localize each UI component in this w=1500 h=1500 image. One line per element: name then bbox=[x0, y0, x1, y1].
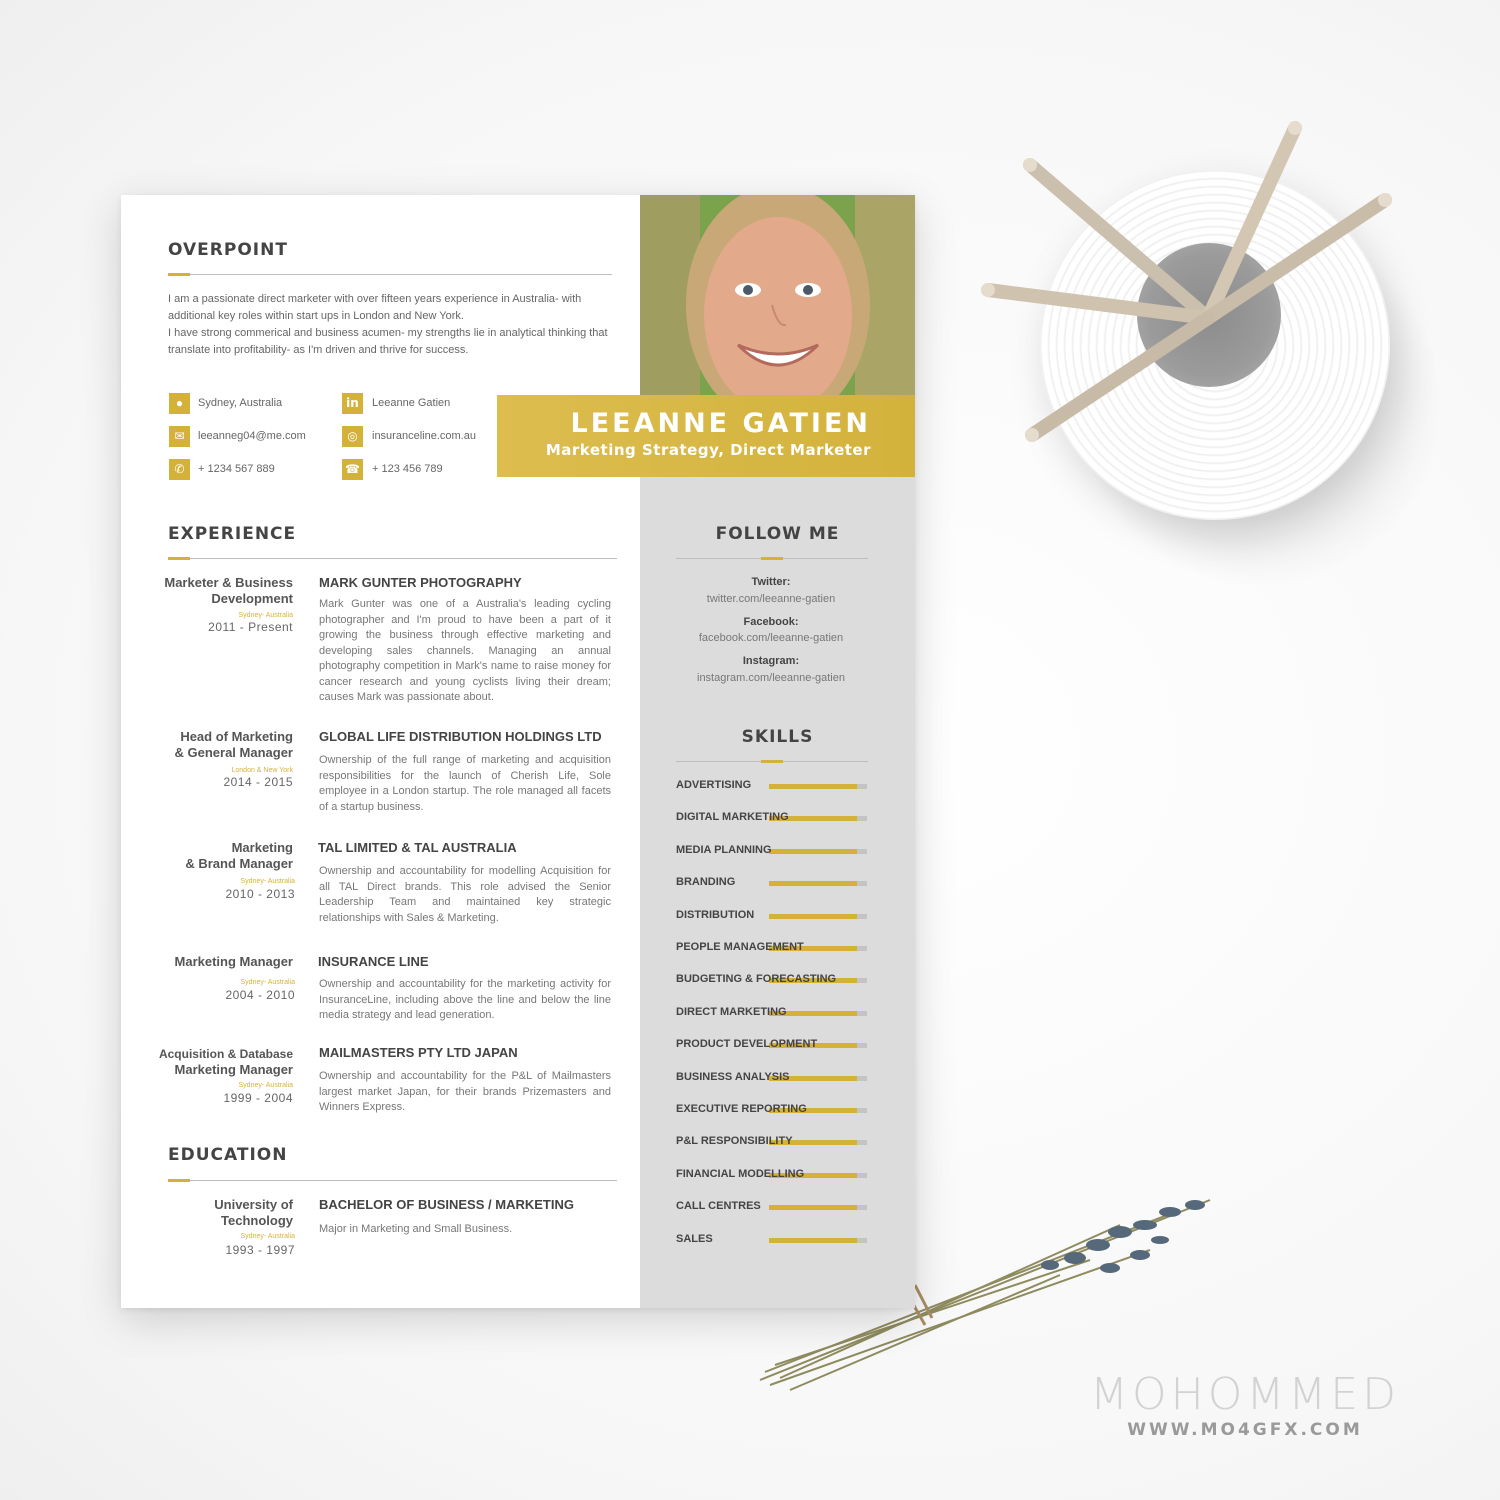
skill-bar-fill bbox=[769, 881, 857, 886]
linkedin-icon: in bbox=[342, 393, 363, 414]
instagram-label: Instagram: bbox=[742, 655, 800, 667]
experience-location: Sydney- Australia bbox=[238, 1082, 293, 1089]
role-line: Marketer & Business bbox=[164, 575, 293, 590]
institution-line: University of bbox=[214, 1197, 293, 1212]
education-description: Major in Marketing and Small Business. bbox=[319, 1223, 513, 1235]
skill-name: FINANCIAL MODELLING bbox=[676, 1167, 805, 1180]
institution-line: Technology bbox=[221, 1213, 293, 1228]
skill-bar bbox=[769, 784, 867, 789]
overpoint-paragraph-1: I am a passionate direct marketer with over fifteen years experience in Australia- with additional key roles within start ups in London and New York. bbox=[168, 293, 582, 322]
profile-photo bbox=[640, 195, 915, 395]
watermark bbox=[1090, 1369, 1400, 1440]
contact-location: Sydney, Australia bbox=[198, 397, 283, 409]
telephone-icon: ☎ bbox=[342, 459, 363, 480]
role-line: & Brand Manager bbox=[185, 856, 293, 871]
contact-email[interactable]: leeanneg04@me.com bbox=[198, 430, 306, 442]
resume-page bbox=[121, 195, 915, 1308]
experience-description: Ownership and accountability for the P&L of Mailmasters largest market Japan, for their brands Prizemasters and Winners Express. bbox=[319, 1070, 611, 1113]
skill-bar bbox=[769, 1238, 867, 1243]
facebook-link[interactable]: facebook.com/leeanne-gatien bbox=[698, 632, 844, 644]
experience-location: London & New York bbox=[231, 767, 293, 774]
envelope-icon: ✉ bbox=[169, 426, 190, 447]
role-line: & General Manager bbox=[174, 745, 293, 760]
overpoint-rule bbox=[168, 274, 612, 275]
watermark-logo: MOHOMMED bbox=[1090, 1369, 1400, 1420]
skill-name: DISTRIBUTION bbox=[676, 908, 755, 921]
candidate-name: LEEANNE GATIEN bbox=[570, 408, 871, 439]
skill-name: PRODUCT DEVELOPMENT bbox=[676, 1038, 818, 1051]
skill-bar bbox=[769, 881, 867, 886]
experience-location: Sydney- Australia bbox=[240, 878, 295, 885]
name-banner bbox=[497, 395, 915, 477]
skills-heading: SKILLS bbox=[741, 727, 814, 747]
experience-company: MARK GUNTER PHOTOGRAPHY bbox=[319, 575, 522, 590]
role-line: Marketing Manager bbox=[174, 1062, 293, 1077]
watermark-url: WWW.MO4GFX.COM bbox=[1127, 1420, 1363, 1440]
skill-bar-fill bbox=[769, 784, 857, 789]
skill-name: SALES bbox=[676, 1232, 713, 1245]
experience-company: INSURANCE LINE bbox=[318, 954, 429, 969]
overpoint-accent bbox=[168, 273, 190, 276]
experience-description: Mark Gunter was one of a Australia's leading cycling photographer and I'm proud to have been a part of it growing the business through effective marketing and developing sales channels. Managing an annual photography competition in Mark's name to raise money for cancer research and young cyclists living their dream; causes Mark was passionate about. bbox=[319, 598, 611, 703]
skill-name: PEOPLE MANAGEMENT bbox=[676, 941, 804, 953]
role-line: Acquisition & Database bbox=[158, 1047, 293, 1061]
education-degree: BACHELOR OF BUSINESS / MARKETING bbox=[319, 1197, 574, 1212]
education-dates: 1993 - 1997 bbox=[225, 1243, 295, 1257]
experience-dates: 2014 - 2015 bbox=[223, 775, 293, 789]
skill-name: P&L RESPONSIBILITY bbox=[676, 1135, 793, 1148]
globe-icon: ◎ bbox=[342, 426, 363, 447]
overpoint-paragraph-2: I have strong commerical and business acumen- my strengths lie in analytical thinking that translate into profitability- as I'm driven and thrive for success. bbox=[168, 327, 608, 356]
instagram-link[interactable]: instagram.com/leeanne-gatien bbox=[697, 672, 845, 684]
education-rule bbox=[168, 1180, 617, 1181]
role-line: Marketing bbox=[231, 840, 293, 855]
education-institution bbox=[143, 1197, 293, 1229]
experience-role bbox=[143, 840, 293, 872]
skill-name: DIRECT MARKETING bbox=[676, 1005, 787, 1018]
experience-description: Ownership and accountability for the marketing activity for InsuranceLine, including above the line and below the line media strategy and lead generation. bbox=[319, 978, 611, 1021]
overpoint-heading: OVERPOINT bbox=[168, 240, 288, 260]
follow-accent bbox=[761, 557, 783, 560]
role-line: Marketing Manager bbox=[174, 954, 293, 969]
twitter-link[interactable]: twitter.com/leeanne-gatien bbox=[706, 593, 836, 605]
skill-bar-fill bbox=[769, 1205, 857, 1210]
experience-location: Sydney- Australia bbox=[238, 612, 293, 619]
experience-rule bbox=[168, 558, 617, 559]
education-heading: EDUCATION bbox=[168, 1145, 288, 1165]
contact-website[interactable]: insuranceline.com.au bbox=[372, 430, 476, 442]
skill-name: BUSINESS ANALYSIS bbox=[676, 1070, 790, 1083]
experience-accent bbox=[168, 557, 190, 560]
skill-name: CALL CENTRES bbox=[676, 1200, 761, 1213]
education-accent bbox=[168, 1179, 190, 1182]
follow-heading: FOLLOW ME bbox=[715, 524, 840, 544]
skill-bar-fill bbox=[769, 914, 857, 919]
experience-description: Ownership and accountability for modelling Acquisition for all TAL Direct brands. This role advised the Senior Leadership Team and maintained key strategic relationships with Sales & Marketing. bbox=[319, 865, 611, 924]
education-location: Sydney- Australia bbox=[240, 1233, 295, 1240]
experience-heading: EXPERIENCE bbox=[168, 524, 297, 544]
skill-name: DIGITAL MARKETING bbox=[676, 811, 789, 824]
experience-description: Ownership of the full range of marketing and acquisition responsibilities for the launch of Cherish Life, Sole employee in a London startup. The role managed all facets of a startup business. bbox=[319, 754, 611, 813]
experience-company: MAILMASTERS PTY LTD JAPAN bbox=[319, 1045, 518, 1060]
skill-bar bbox=[769, 1205, 867, 1210]
skill-name: MEDIA PLANNING bbox=[676, 843, 772, 856]
contact-linkedin[interactable]: Leeanne Gatien bbox=[372, 397, 451, 409]
experience-role bbox=[143, 575, 293, 607]
experience-role bbox=[143, 729, 293, 761]
role-line: Development bbox=[211, 591, 293, 606]
experience-dates: 1999 - 2004 bbox=[223, 1091, 293, 1105]
experience-company: TAL LIMITED & TAL AUSTRALIA bbox=[318, 840, 517, 855]
phone-icon: ✆ bbox=[169, 459, 190, 480]
skill-bar-fill bbox=[769, 1238, 857, 1243]
role-line: Head of Marketing bbox=[180, 729, 293, 744]
skills-accent bbox=[761, 760, 783, 763]
skill-name: BRANDING bbox=[676, 876, 736, 889]
experience-role bbox=[143, 954, 293, 970]
contact-telephone: + 123 456 789 bbox=[372, 463, 443, 475]
experience-dates: 2011 - Present bbox=[208, 620, 293, 634]
experience-location: Sydney- Australia bbox=[240, 979, 295, 986]
skill-bar bbox=[769, 849, 867, 854]
experience-company: GLOBAL LIFE DISTRIBUTION HOLDINGS LTD bbox=[319, 729, 602, 744]
skill-name: EXECUTIVE REPORTING bbox=[676, 1103, 807, 1115]
experience-role bbox=[143, 1046, 293, 1078]
candidate-title: Marketing Strategy, Direct Marketer bbox=[545, 441, 871, 459]
skill-bar-fill bbox=[769, 849, 857, 854]
twitter-label: Twitter: bbox=[751, 576, 791, 588]
location-pin-icon: ● bbox=[169, 393, 190, 414]
facebook-label: Facebook: bbox=[743, 616, 799, 628]
skill-name: BUDGETING & FORECASTING bbox=[676, 973, 837, 986]
experience-dates: 2004 - 2010 bbox=[225, 988, 295, 1002]
contact-phone: + 1234 567 889 bbox=[198, 463, 275, 475]
experience-dates: 2010 - 2013 bbox=[225, 887, 295, 901]
skill-bar bbox=[769, 914, 867, 919]
skill-name: ADVERTISING bbox=[676, 779, 752, 791]
